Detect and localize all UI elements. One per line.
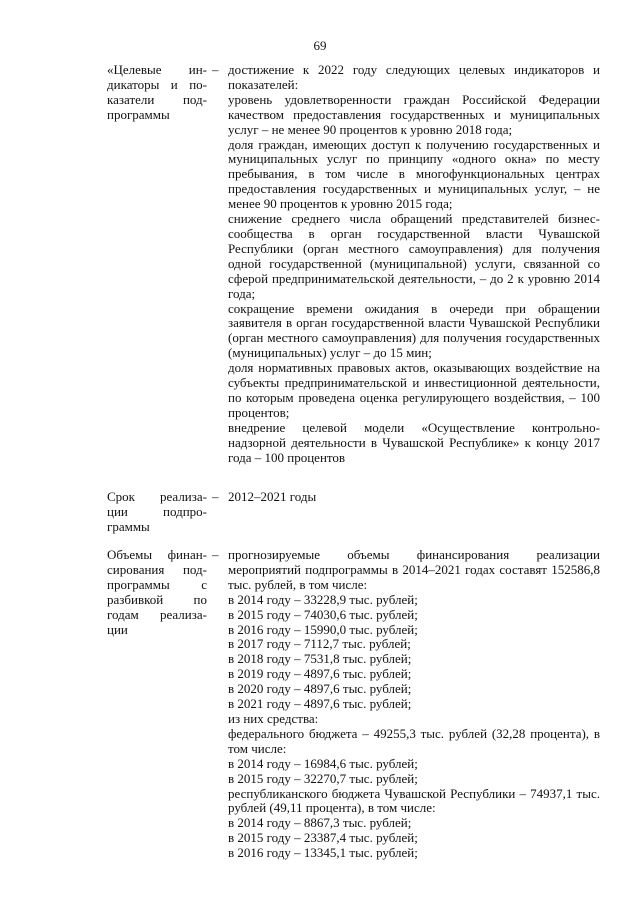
content-paragraph: в 2015 году – 74030,6 тыс. рублей; — [228, 606, 418, 622]
content-paragraph: уровень удовлетворенности граждан Российской Федерации качеством предоставления государственных и муниципальных услуг – не менее 90 процентов к уровню 2018 года; — [228, 91, 600, 137]
row-label-line: Срок реализа- — [107, 489, 207, 504]
row-dash: – — [212, 547, 219, 562]
row-label-line: казатели под- — [107, 91, 207, 107]
content-paragraph: в 2014 году – 8867,3 тыс. рублей; — [228, 815, 412, 831]
row-label-line: разбивкой по — [107, 591, 207, 607]
content-paragraph: в 2020 году – 4897,6 тыс. рублей; — [228, 681, 412, 697]
content-paragraph: внедрение целевой модели «Осуществление контрольно-надзорной деятельности в Чувашской Республике» к концу 2017 года – 100 процентов — [228, 419, 600, 465]
row-label-line: дикаторы и по- — [107, 76, 207, 92]
page-number: 69 — [313, 38, 327, 53]
content-paragraph: в 2016 году – 15990,0 тыс. рублей; — [228, 621, 418, 637]
row-label — [107, 63, 207, 123]
content-paragraph: федерального бюджета – 49255,3 тыс. рублей (32,28 процента), в том числе: — [228, 725, 600, 756]
content-paragraph: 2012–2021 годы — [228, 489, 317, 504]
row-content — [228, 548, 600, 861]
row-label-line: Объемы финан- — [107, 547, 207, 562]
content-paragraph: в 2017 году – 7112,7 тыс. рублей; — [228, 636, 411, 652]
row-label-line: годам реализа- — [107, 606, 207, 622]
content-paragraph: в 2014 году – 16984,6 тыс. рублей; — [228, 755, 418, 771]
content-paragraph: из них средства: — [228, 710, 319, 726]
row-label-line: «Целевые ин- — [107, 62, 207, 77]
row-label-line: сирования под- — [107, 561, 207, 577]
content-paragraph: в 2018 году – 7531,8 тыс. рублей; — [228, 651, 412, 667]
row-label — [107, 548, 207, 637]
row-dash: – — [212, 489, 219, 504]
content-paragraph: в 2021 году – 4897,6 тыс. рублей; — [228, 696, 412, 712]
content-paragraph: республиканского бюджета Чувашской Республики – 74937,1 тыс. рублей (49,11 процента), в том числе: — [228, 785, 600, 816]
content-paragraph: сокращение времени ожидания в очереди при обращении заявителя в орган государственной власти Чувашской Республики (орган местного самоуправления) для получения государственных (муниципальных) услуг – до 15 мин; — [228, 300, 600, 361]
row-label-line: программы с — [107, 576, 207, 592]
content-paragraph: снижение среднего числа обращений представителей бизнес-сообщества в орган государственной власти Чувашской Республики (орган местного самоуправления) для получения одной государственной (муниципальной) услуги, связанной со сферой предпринимательской деятельности, – до 2 к уровню 2014 года; — [228, 211, 600, 301]
content-paragraph: в 2015 году – 32270,7 тыс. рублей; — [228, 770, 418, 786]
row-content — [228, 490, 600, 505]
content-paragraph: достижение к 2022 году следующих целевых индикаторов и показателей: — [228, 62, 600, 92]
row-dash: – — [212, 62, 219, 77]
content-paragraph: прогнозируемые объемы финансирования реализации мероприятий подпрограммы в 2014–2021 годах составят 152586,8 тыс. рублей, в том числе: — [228, 547, 600, 592]
row-label-line: ции — [107, 621, 128, 637]
row-content — [228, 63, 600, 465]
content-paragraph: в 2016 году – 13345,1 тыс. рублей; — [228, 845, 418, 861]
row-label-line: ции подпро- — [107, 503, 207, 519]
row-label — [107, 490, 207, 535]
content-paragraph: в 2015 году – 23387,4 тыс. рублей; — [228, 830, 418, 846]
content-paragraph: в 2019 году – 4897,6 тыс. рублей; — [228, 666, 412, 682]
content-paragraph: в 2014 году – 33228,9 тыс. рублей; — [228, 591, 418, 607]
content-paragraph: доля нормативных правовых актов, оказывающих воздействие на субъекты предпринимательской и инвестиционной деятельности, по которым проведена оценка регулирующего воздействия, – 100 процентов; — [228, 360, 600, 420]
row-label-line: программы — [107, 106, 170, 122]
row-label-line: граммы — [107, 518, 150, 534]
content-paragraph: доля граждан, имеющих доступ к получению государственных и муниципальных услуг по принципу «одного окна» по месту пребывания, в том числе в многофункциональных центрах предоставления государственных и муниципальных услуг, – не менее 90 процентов к уровню 2015 года; — [228, 136, 600, 212]
